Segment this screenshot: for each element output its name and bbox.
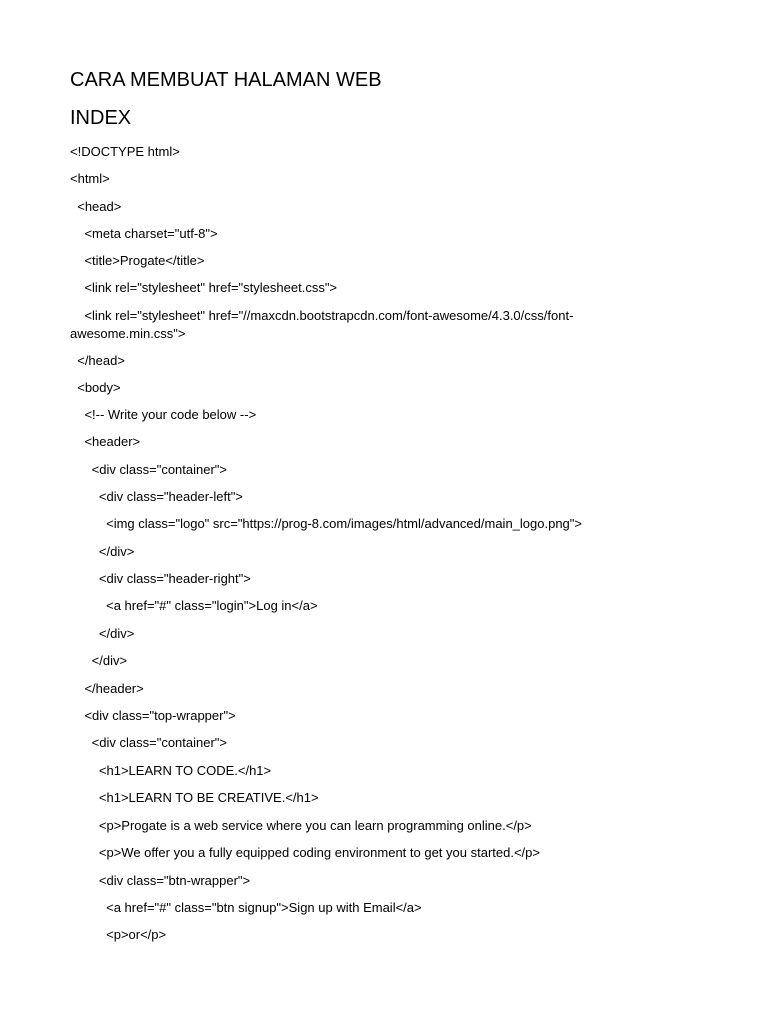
code-line: <p>or</p> xyxy=(70,927,167,942)
code-line: <div class="container"> xyxy=(70,462,228,477)
code-line: </div> xyxy=(70,544,135,559)
code-line: <div class="header-left"> xyxy=(70,489,243,504)
code-line: <body> xyxy=(70,380,121,395)
code-line: </div> xyxy=(70,626,135,641)
code-line: <head> xyxy=(70,199,122,214)
code-line: </div> xyxy=(70,653,128,668)
code-line: <div class="top-wrapper"> xyxy=(70,708,236,723)
code-line: <div class="header-right"> xyxy=(70,571,251,586)
code-line: <div class="container"> xyxy=(70,735,228,750)
code-line: <!-- Write your code below --> xyxy=(70,407,257,422)
code-line: <meta charset="utf-8"> xyxy=(70,226,218,241)
code-line: <link rel="stylesheet" href="stylesheet.css"> xyxy=(70,280,338,295)
code-line: <!DOCTYPE html> xyxy=(70,144,180,159)
document-subtitle: INDEX xyxy=(70,107,132,129)
code-line: <p>We offer you a fully equipped coding environment to get you started.</p> xyxy=(70,845,540,860)
code-line: <img class="logo" src="https://prog-8.com/images/html/advanced/main_logo.png"> xyxy=(70,516,582,531)
code-line: <a href="#" class="btn signup">Sign up with Email</a> xyxy=(70,900,422,915)
code-line: <h1>LEARN TO BE CREATIVE.</h1> xyxy=(70,790,319,805)
code-line: <p>Progate is a web service where you can learn programming online.</p> xyxy=(70,818,532,833)
code-line: </head> xyxy=(70,353,125,368)
code-line: </header> xyxy=(70,681,144,696)
code-line: <h1>LEARN TO CODE.</h1> xyxy=(70,763,272,778)
code-line: <html> xyxy=(70,171,110,186)
code-line: <a href="#" class="login">Log in</a> xyxy=(70,598,318,613)
document-title: CARA MEMBUAT HALAMAN WEB xyxy=(70,69,382,91)
code-line: <header> xyxy=(70,434,141,449)
code-line: <link rel="stylesheet" href="//maxcdn.bootstrapcdn.com/font-awesome/4.3.0/css/font-awesome.min.css"> xyxy=(70,308,574,341)
code-line: <div class="btn-wrapper"> xyxy=(70,873,251,888)
code-line: <title>Progate</title> xyxy=(70,253,205,268)
